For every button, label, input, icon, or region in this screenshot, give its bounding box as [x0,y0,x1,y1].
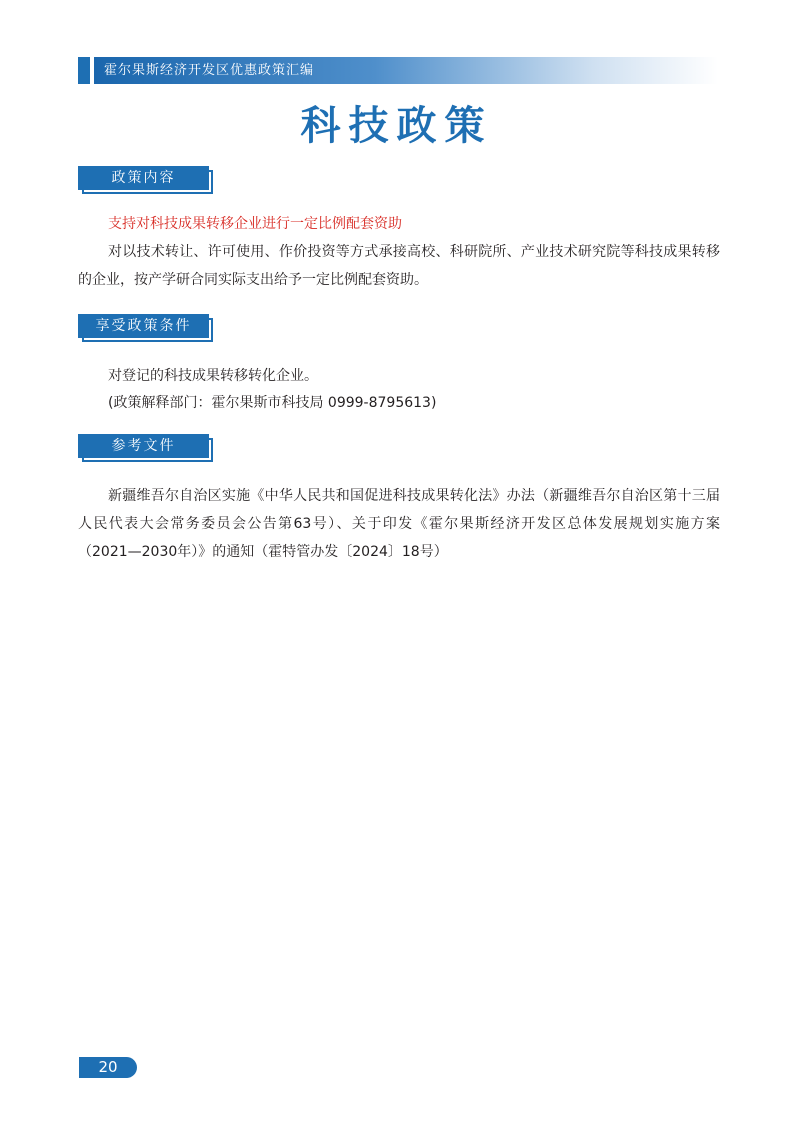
references-line-3: （2021—2030年）》的通知（霍特管办发〔2024〕18号） [78,544,448,560]
header-accent-bar [78,57,90,84]
section-tab-conditions: 享受政策条件 [78,314,209,338]
content-line-1: 对以技术转让、许可使用、作价投资等方式承接高校、科研院所、产业技术研究院等科技成果转移 [108,244,720,260]
header-title: 霍尔果斯经济开发区优惠政策汇编 [104,63,315,78]
conditions-contact-line: (政策解释部门：霍尔果斯市科技局 0999-8795613) [108,395,437,411]
section-tab-references: 参考文件 [78,434,209,458]
section-tab-content: 政策内容 [78,166,209,190]
page-number: 20 [79,1057,137,1078]
references-line-1: 新疆维吾尔自治区实施《中华人民共和国促进科技成果转化法》办法（新疆维吾尔自治区第十三届 [108,488,720,504]
content-line-2: 的企业，按产学研合同实际支出给予一定比例配套资助。 [78,272,428,288]
content-subtitle: 支持对科技成果转移企业进行一定比例配套资助 [108,216,402,232]
conditions-line-1: 对登记的科技成果转移转化企业。 [108,368,318,384]
references-line-2: 人民代表大会常务委员会公告第63号）、关于印发《霍尔果斯经济开发区总体发展规划实施方案 [78,516,720,532]
page-title: 科技政策 [300,103,493,149]
